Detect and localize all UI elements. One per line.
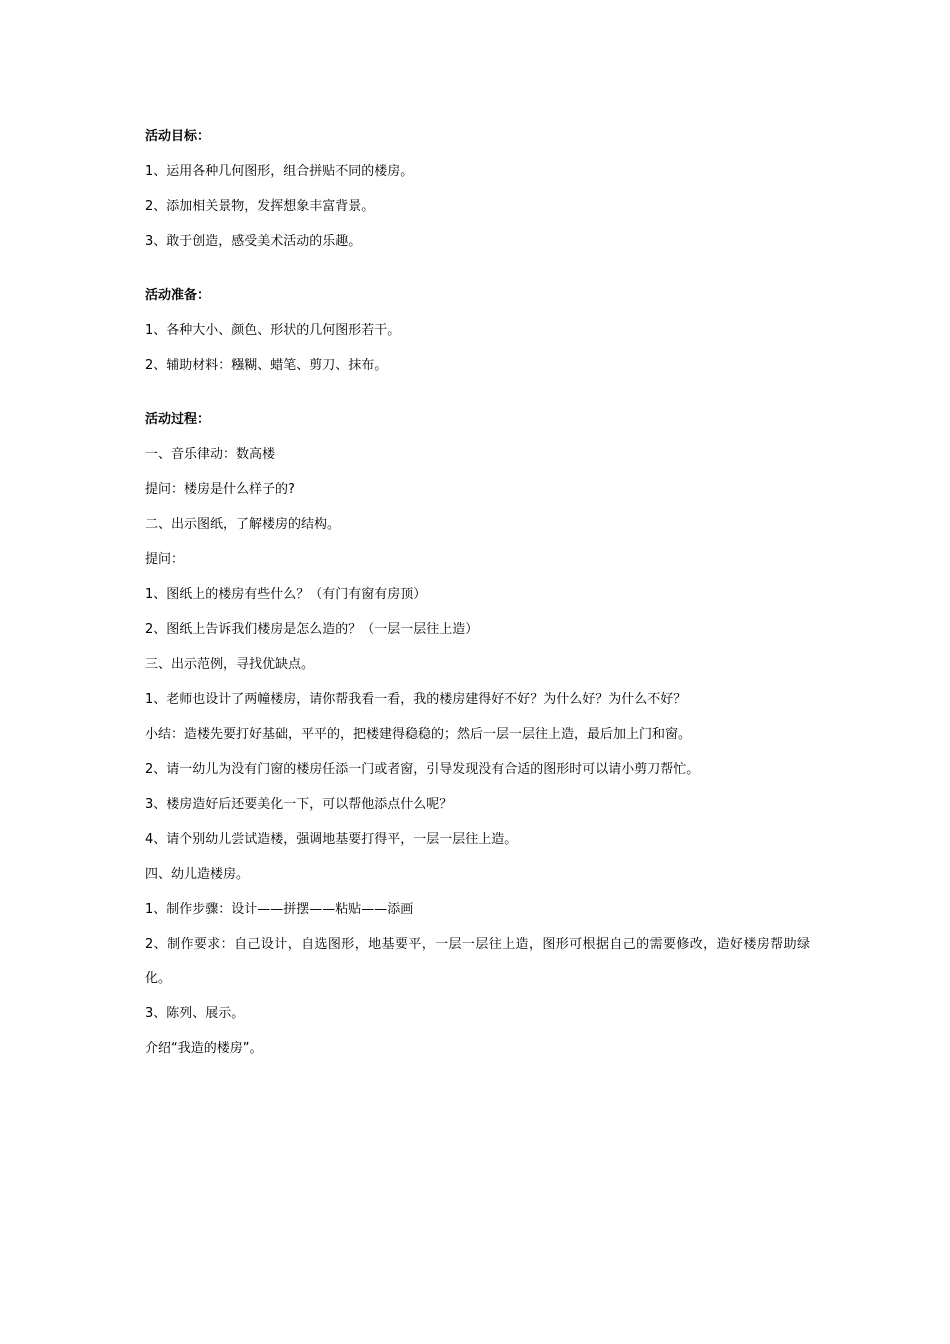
goal-item-2: 2、添加相关景物，发挥想象丰富背景。 (145, 199, 375, 214)
process-summary: 小结：造楼先要打好基础，平平的，把楼建得稳稳的；然后一层一层往上造，最后加上门和窗。 (145, 727, 692, 742)
goal-item-3: 3、敢于创造，感受美术活动的乐趣。 (145, 234, 362, 249)
process-line: 1、制作步骤：设计——拼摆——粘贴——添画 (145, 902, 414, 917)
process-line: 三、出示范例，寻找优缺点。 (145, 657, 315, 672)
process-line: 4、请个别幼儿尝试造楼，强调地基要打得平，一层一层往上造。 (145, 832, 518, 847)
process-line: 2、图纸上告诉我们楼房是怎么造的？（一层一层往上造） (145, 622, 479, 637)
process-line: 二、出示图纸，了解楼房的结构。 (145, 517, 341, 532)
process-requirements: 2、制作要求：自己设计，自选图形，地基要平，一层一层往上造，图形可根据自己的需要修改，造好楼房帮助绿化。 (145, 937, 810, 986)
preparation-item-2: 2、辅助材料：糨糊、蜡笔、剪刀、抹布。 (145, 358, 388, 373)
process-line: 1、老师也设计了两幢楼房，请你帮我看一看，我的楼房建得好不好？为什么好？为什么不好？ (145, 692, 687, 707)
goal-item-1: 1、运用各种几何图形，组合拼贴不同的楼房。 (145, 164, 414, 179)
process-line: 3、楼房造好后还要美化一下，可以帮他添点什么呢？ (145, 797, 453, 812)
process-line: 2、请一幼儿为没有门窗的楼房任添一门或者窗，引导发现没有合适的图形时可以请小剪刀帮忙。 (145, 762, 700, 777)
process-line: 提问：楼房是什么样子的? (145, 482, 295, 497)
process-line: 一、音乐律动：数高楼 (145, 447, 276, 462)
section-heading-preparation: 活动准备： (145, 288, 211, 303)
process-line: 提问： (145, 552, 185, 567)
section-heading-goals: 活动目标： (145, 129, 211, 144)
process-line: 四、幼儿造楼房。 (145, 867, 250, 882)
document-page (145, 0, 815, 1344)
process-line: 介绍“我造的楼房”。 (145, 1041, 263, 1056)
preparation-item-1: 1、各种大小、颜色、形状的几何图形若干。 (145, 323, 401, 338)
process-line: 3、陈列、展示。 (145, 1006, 245, 1021)
process-line: 1、图纸上的楼房有些什么？（有门有窗有房顶） (145, 587, 427, 602)
section-heading-process: 活动过程： (145, 412, 211, 427)
